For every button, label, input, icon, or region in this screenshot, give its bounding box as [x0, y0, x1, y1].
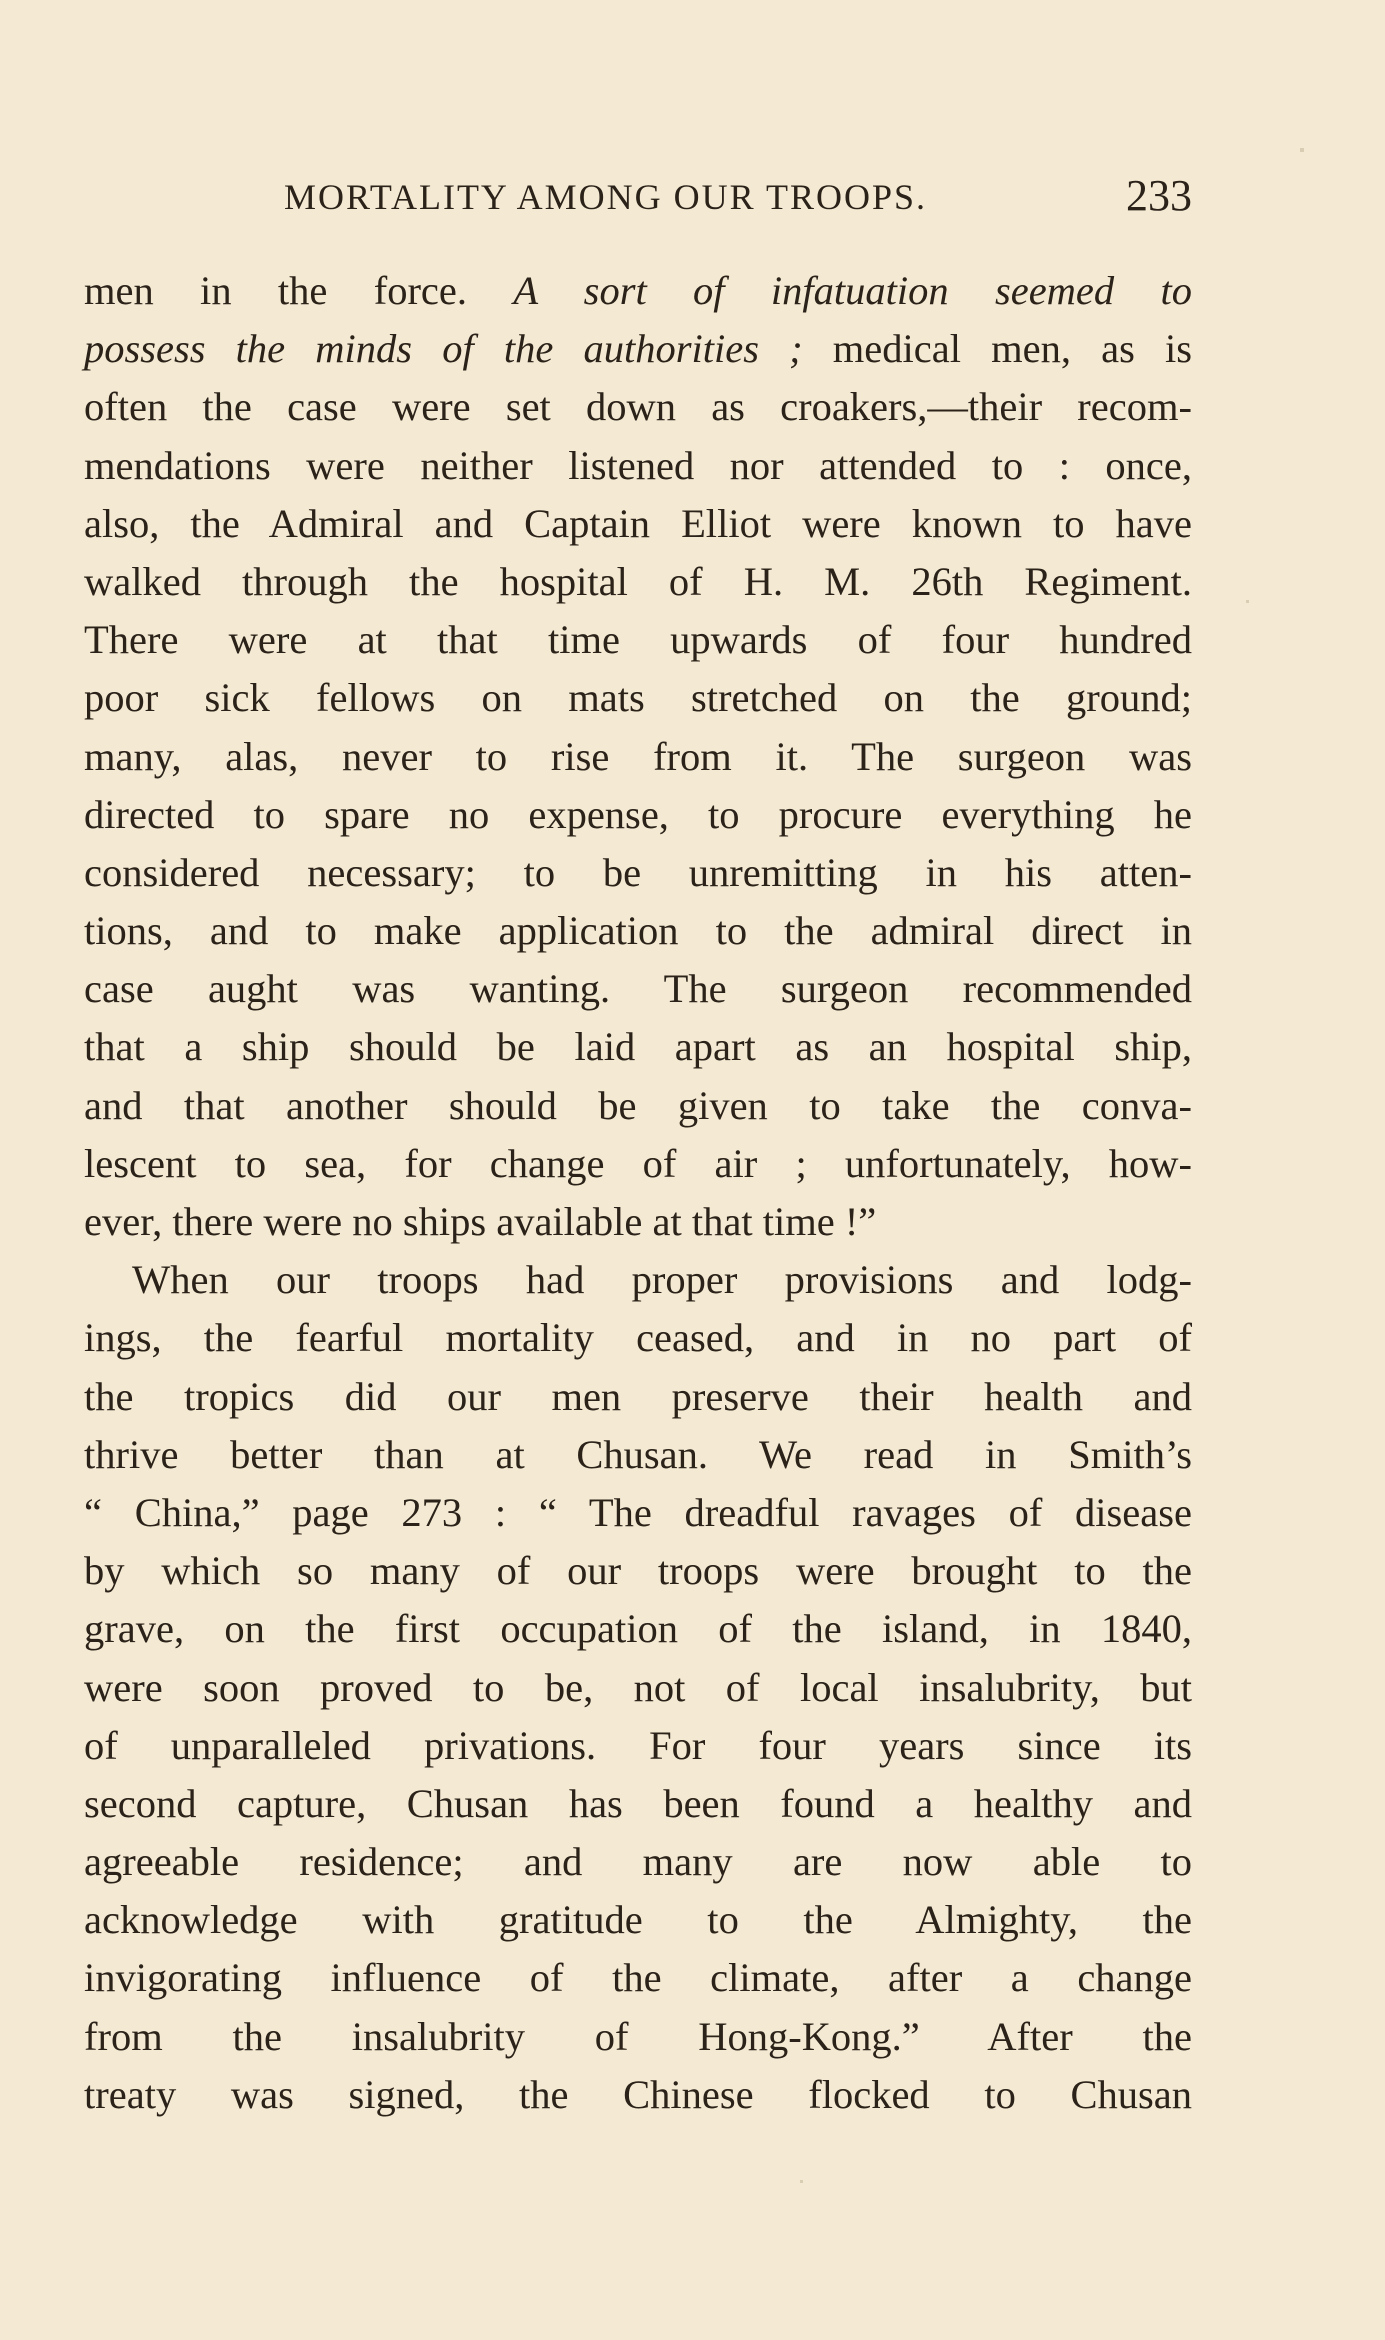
- text-line: There were at that time upwards of four hundred: [84, 617, 1192, 663]
- text-run: medical men, as is: [802, 326, 1192, 372]
- paper-speck: [1246, 600, 1249, 603]
- paper-speck: [1300, 148, 1304, 152]
- text-line: many, alas, never to rise from it. The surgeon was: [84, 733, 1192, 779]
- text-line: directed to spare no expense, to procure everything he: [84, 791, 1192, 837]
- text-line: by which so many of our troops were brought to the: [84, 1548, 1192, 1594]
- text-line: also, the Admiral and Captain Elliot were known to have: [84, 500, 1192, 546]
- text-line: poor sick fellows on mats stretched on the ground;: [84, 675, 1192, 721]
- text-line: tions, and to make application to the admiral direct in: [84, 908, 1192, 954]
- text-line: often the case were set down as croakers,—their recom-: [84, 384, 1192, 430]
- text-line: thrive better than at Chusan. We read in Smith’s: [84, 1431, 1192, 1477]
- text-line: [84, 262, 1192, 320]
- body-text: [84, 262, 1192, 2124]
- running-title: MORTALITY AMONG OUR TROOPS.: [284, 177, 928, 217]
- text-line: treaty was signed, the Chinese flocked to Chusan: [84, 2071, 1192, 2117]
- text-line: that a ship should be laid apart as an hospital ship,: [84, 1024, 1192, 1070]
- text-line: “ China,” page 273 : “ The dreadful ravages of disease: [84, 1489, 1192, 1535]
- italic-text-run: possess the minds of the authorities ;: [84, 326, 803, 372]
- page-number: 233: [1126, 171, 1192, 220]
- text-line: acknowledge with gratitude to the Almighty, the: [84, 1897, 1192, 1943]
- text-line: mendations were neither listened nor attended to : once,: [84, 442, 1192, 488]
- text-line: from the insalubrity of Hong-Kong.” After the: [84, 2013, 1192, 2059]
- text-line: case aught was wanting. The surgeon recommended: [84, 966, 1192, 1012]
- text-line: walked through the hospital of H. M. 26th Regiment.: [84, 558, 1192, 604]
- text-line: and that another should be given to take the conva-: [84, 1082, 1192, 1128]
- text-line: invigorating influence of the climate, after a change: [84, 1955, 1192, 2001]
- italic-text-run: A sort of infatuation seemed to: [513, 268, 1192, 313]
- text-line: second capture, Chusan has been found a healthy and: [84, 1780, 1192, 1826]
- text-line: ings, the fearful mortality ceased, and in no part of: [84, 1315, 1192, 1361]
- text-line: of unparalleled privations. For four years since its: [84, 1722, 1192, 1768]
- text-line: were soon proved to be, not of local insalubrity, but: [84, 1664, 1192, 1710]
- text-line: agreeable residence; and many are now able to: [84, 1839, 1192, 1885]
- text-line: ever, there were no ships available at that time !”: [84, 1199, 877, 1244]
- text-line: lescent to sea, for change of air ; unfortunately, how-: [84, 1140, 1192, 1186]
- paper-speck: [800, 2180, 803, 2183]
- text-line: considered necessary; to be unremitting in his atten-: [84, 849, 1192, 895]
- page-header: [84, 170, 1192, 230]
- text-line: the tropics did our men preserve their health and: [84, 1373, 1192, 1419]
- text-run: men in the force.: [84, 268, 514, 313]
- text-line: grave, on the first occupation of the island, in 1840,: [84, 1606, 1192, 1652]
- text-line: [84, 320, 1192, 378]
- text-line: When our troops had proper provisions and lodg-: [132, 1257, 1192, 1303]
